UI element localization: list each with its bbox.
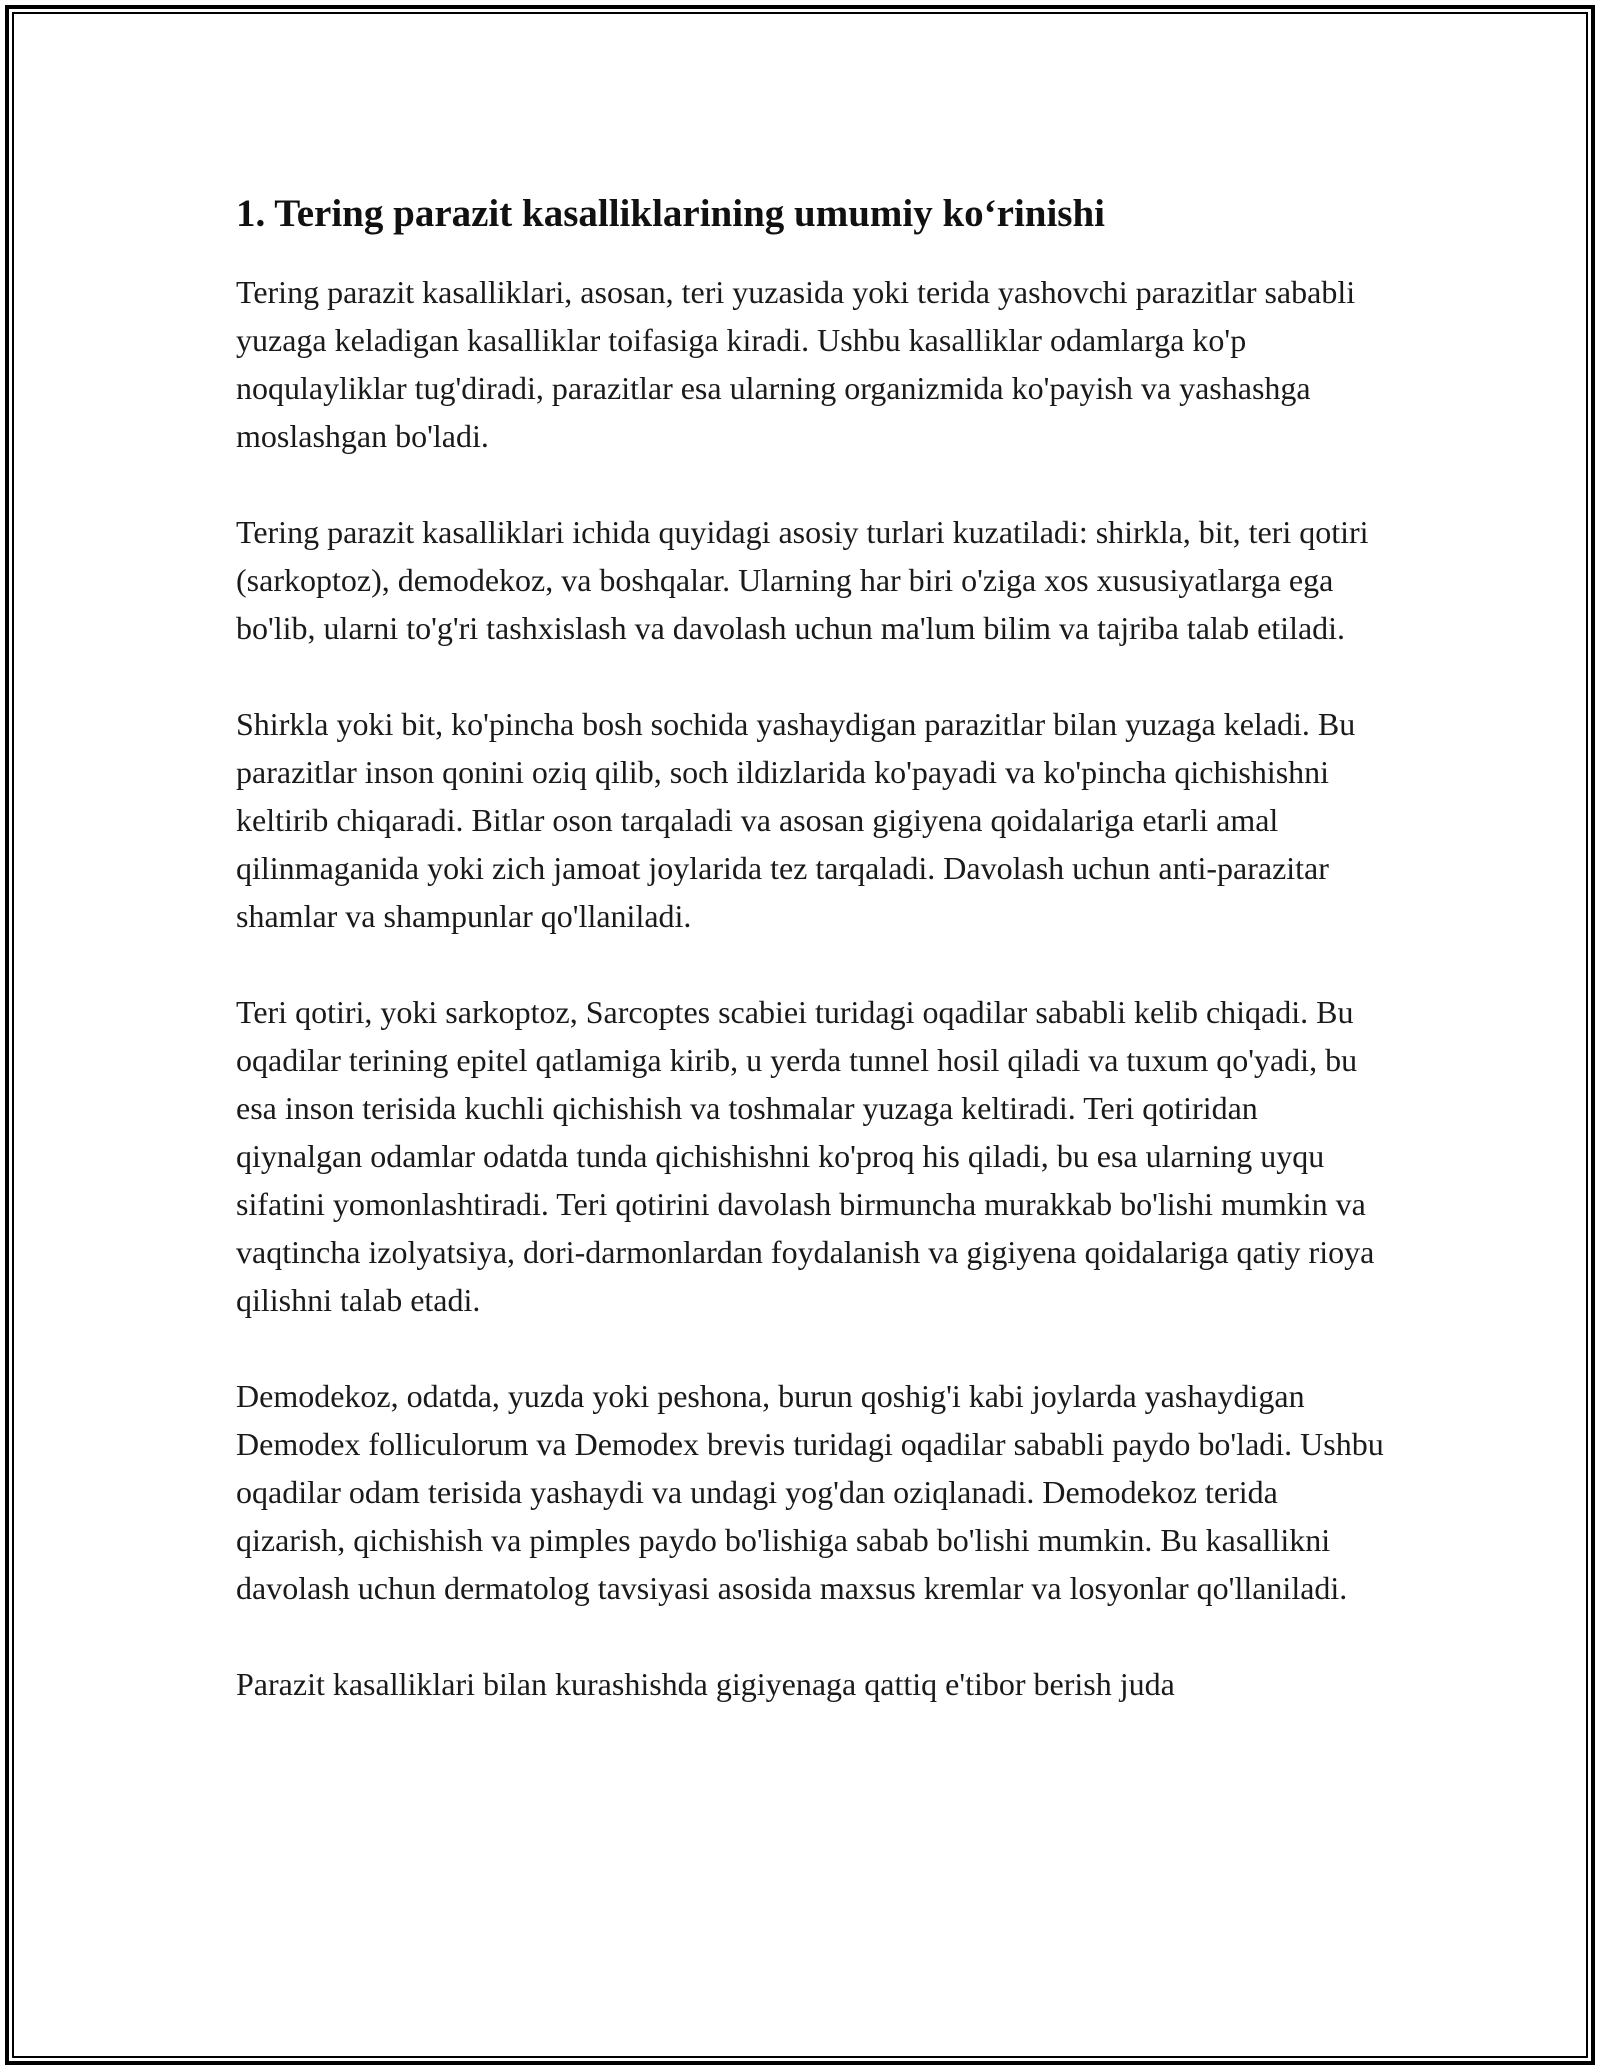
paragraph-types: Tering parazit kasalliklari ichida quyidagi asosiy turlari kuzatiladi: shirkla, bit, teri qotiri (sarkoptoz), demodekoz, va boshqalar. Ularning har biri o'ziga xos xususiyatlarga ega bo'lib, ularni to'g'ri tashxislash va davolash uchun ma'lum bilim va tajriba talab etiladi. <box>236 514 1369 646</box>
paragraph-demodicosis: Demodekoz, odatda, yuzda yoki peshona, burun qoshig'i kabi joylarda yashaydigan Demodex folliculorum va Demodex brevis turidagi oqadilar sababli paydo bo'ladi. Ushbu oqadilar odam terisida yashaydi va undagi yog'dan oziqlanadi. Demodekoz terida qizarish, qichishish va pimples paydo bo'lishiga sabab bo'lishi mumkin. Bu kasallikni davolash uchun dermatolog tavsiyasi asosida maxsus kremlar va losyonlar qo'llaniladi. <box>236 1378 1384 1606</box>
paragraph-intro: Tering parazit kasalliklari, asosan, teri yuzasida yoki terida yashovchi parazitlar sababli yuzaga keladigan kasalliklar toifasiga kiradi. Ushbu kasalliklar odamlarga ko'p noqulayliklar tug'diradi, parazitlar esa ularning organizmida ko'payish va yashashga moslashgan bo'ladi. <box>236 274 1356 454</box>
document-body <box>236 186 1386 1756</box>
paragraph-scabies: Teri qotiri, yoki sarkoptoz, Sarcoptes scabiei turidagi oqadilar sababli kelib chiqadi. Bu oqadilar terining epitel qatlamiga kirib, u yerda tunnel hosil qiladi va tuxum qo'yadi, bu esa inson terisida kuchli qichishish va toshmalar yuzaga keltiradi. Teri qotiridan qiynalgan odamlar odatda tunda qichishishni ko'proq his qiladi, bu esa ularning uyqu sifatini yomonlashtiradi. Teri qotirini davolash birmuncha murakkab bo'lishi mumkin va vaqtincha izolyatsiya, dori-darmonlardan foydalanish va gigiyena qoidalariga qatiy rioya qilishni talab etadi. <box>236 994 1375 1318</box>
section-heading: 1. Tering parazit kasalliklarining umumiy ko‘rinishi <box>236 192 1106 235</box>
paragraph-hygiene: Parazit kasalliklari bilan kurashishda gigiyenaga qattiq e'tibor berish juda <box>236 1666 1175 1702</box>
paragraph-lice: Shirkla yoki bit, ko'pincha bosh sochida yashaydigan parazitlar bilan yuzaga keladi. Bu parazitlar inson qonini oziq qilib, soch ildizlarida ko'payadi va ko'pincha qichishishni keltirib chiqaradi. Bitlar oson tarqaladi va asosan gigiyena qoidalariga etarli amal qilinmaganida yoki zich jamoat joylarida tez tarqaladi. Davolash uchun anti-parazitar shamlar va shampunlar qo'llaniladi. <box>236 706 1356 934</box>
